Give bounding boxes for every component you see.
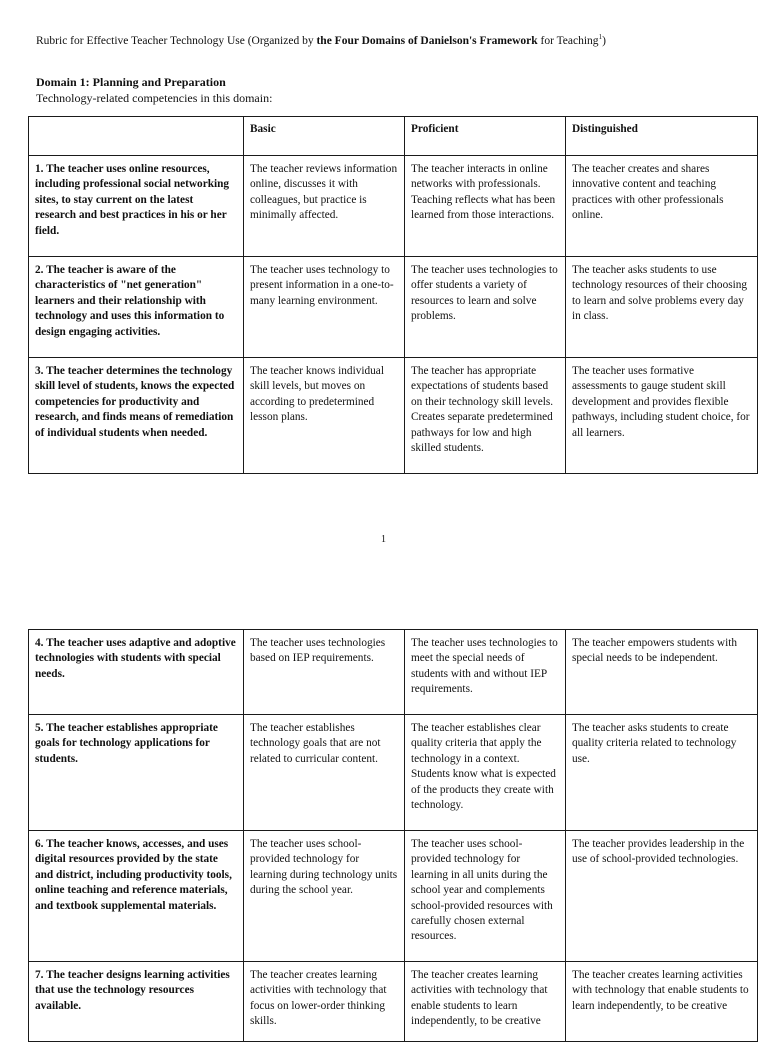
distinguished-cell: The teacher uses formative assessments to gauge student skill development and provides flexible pathways, including student choice, for all learners. [566, 358, 758, 474]
title-bold: the Four Domains of Danielson's Framework [316, 34, 538, 47]
title-suffix: for Teaching [537, 34, 599, 47]
rubric-table-page-1 [28, 116, 758, 474]
basic-cell: The teacher uses technology to present information in a one-to-many learning environment. [244, 257, 405, 358]
criterion-cell: 7. The teacher designs learning activities that use the technology resources available. [29, 962, 244, 1042]
domain-subheading: Technology-related competencies in this domain: [36, 91, 273, 105]
criterion-cell: 3. The teacher determines the technology skill level of students, knows the expected competencies for productivity and research, and finds means of remediation of individual students when needed. [29, 358, 244, 474]
table-row [29, 831, 758, 962]
table-row [29, 630, 758, 715]
proficient-cell: The teacher creates learning activities with technology that enable students to learn independently, to be creative [405, 962, 566, 1042]
header-row [29, 117, 758, 156]
criterion-cell: 1. The teacher uses online resources, including professional social networking sites, to stay current on the latest research and best practices in his or her field. [29, 156, 244, 257]
distinguished-cell: The teacher creates and shares innovative content and teaching practices with other professionals online. [566, 156, 758, 257]
header-basic: Basic [244, 117, 405, 156]
header-empty-cell [29, 117, 244, 156]
page-number: 1 [381, 534, 386, 545]
basic-cell: The teacher establishes technology goals that are not related to curricular content. [244, 715, 405, 831]
proficient-cell: The teacher establishes clear quality criteria that apply the technology in a context. Students know what is expected of the products they create with technology. [405, 715, 566, 831]
distinguished-cell: The teacher provides leadership in the use of school-provided technologies. [566, 831, 758, 962]
basic-cell: The teacher reviews information online, discusses it with colleagues, but practice is minimally affected. [244, 156, 405, 257]
proficient-cell: The teacher has appropriate expectations of students based on their technology skill levels. Creates separate predetermined pathways for low and high skilled students. [405, 358, 566, 474]
table-row [29, 715, 758, 831]
header-distinguished: Distinguished [566, 117, 758, 156]
criterion-cell: 6. The teacher knows, accesses, and uses digital resources provided by the state and district, including productivity tools, online teaching and reference materials, and textbook supplemental materials. [29, 831, 244, 962]
distinguished-cell: The teacher asks students to create quality criteria related to technology use. [566, 715, 758, 831]
criterion-cell: 5. The teacher establishes appropriate goals for technology applications for students. [29, 715, 244, 831]
table-row [29, 156, 758, 257]
criterion-cell: 2. The teacher is aware of the characteristics of "net generation" learners and their relationship with technology and uses this information to design engaging activities. [29, 257, 244, 358]
distinguished-cell: The teacher empowers students with special needs to be independent. [566, 630, 758, 715]
table-row [29, 257, 758, 358]
title-close: ) [602, 34, 606, 47]
basic-cell: The teacher uses technologies based on IEP requirements. [244, 630, 405, 715]
proficient-cell: The teacher uses technologies to offer students a variety of resources to learn and solve problems. [405, 257, 566, 358]
table-row [29, 962, 758, 1042]
proficient-cell: The teacher uses technologies to meet the special needs of students with and without IEP requirements. [405, 630, 566, 715]
distinguished-cell: The teacher asks students to use technology resources of their choosing to learn and solve problems every day in class. [566, 257, 758, 358]
basic-cell: The teacher knows individual skill levels, but moves on according to predetermined lesson plans. [244, 358, 405, 474]
title-footnote-mark: 1 [598, 33, 603, 41]
basic-cell: The teacher creates learning activities with technology that focus on lower-order thinking skills. [244, 962, 405, 1042]
title-prefix: Rubric for Effective Teacher Technology Use (Organized by [36, 34, 317, 47]
table-row [29, 358, 758, 474]
criterion-cell: 4. The teacher uses adaptive and adoptive technologies with students with special needs. [29, 630, 244, 715]
header-proficient: Proficient [405, 117, 566, 156]
basic-cell: The teacher uses school-provided technology for learning during technology units during the school year. [244, 831, 405, 962]
domain-heading: Domain 1: Planning and Preparation [36, 75, 226, 89]
document-title [36, 33, 606, 47]
proficient-cell: The teacher interacts in online networks with professionals. Teaching reflects what has been learned from those interactions. [405, 156, 566, 257]
proficient-cell: The teacher uses school-provided technology for learning in all units during the school year and complements school-provided resources with carefully chosen external resources. [405, 831, 566, 962]
distinguished-cell: The teacher creates learning activities with technology that enable students to learn independently, to be creative [566, 962, 758, 1042]
rubric-table-page-2 [28, 629, 758, 1042]
